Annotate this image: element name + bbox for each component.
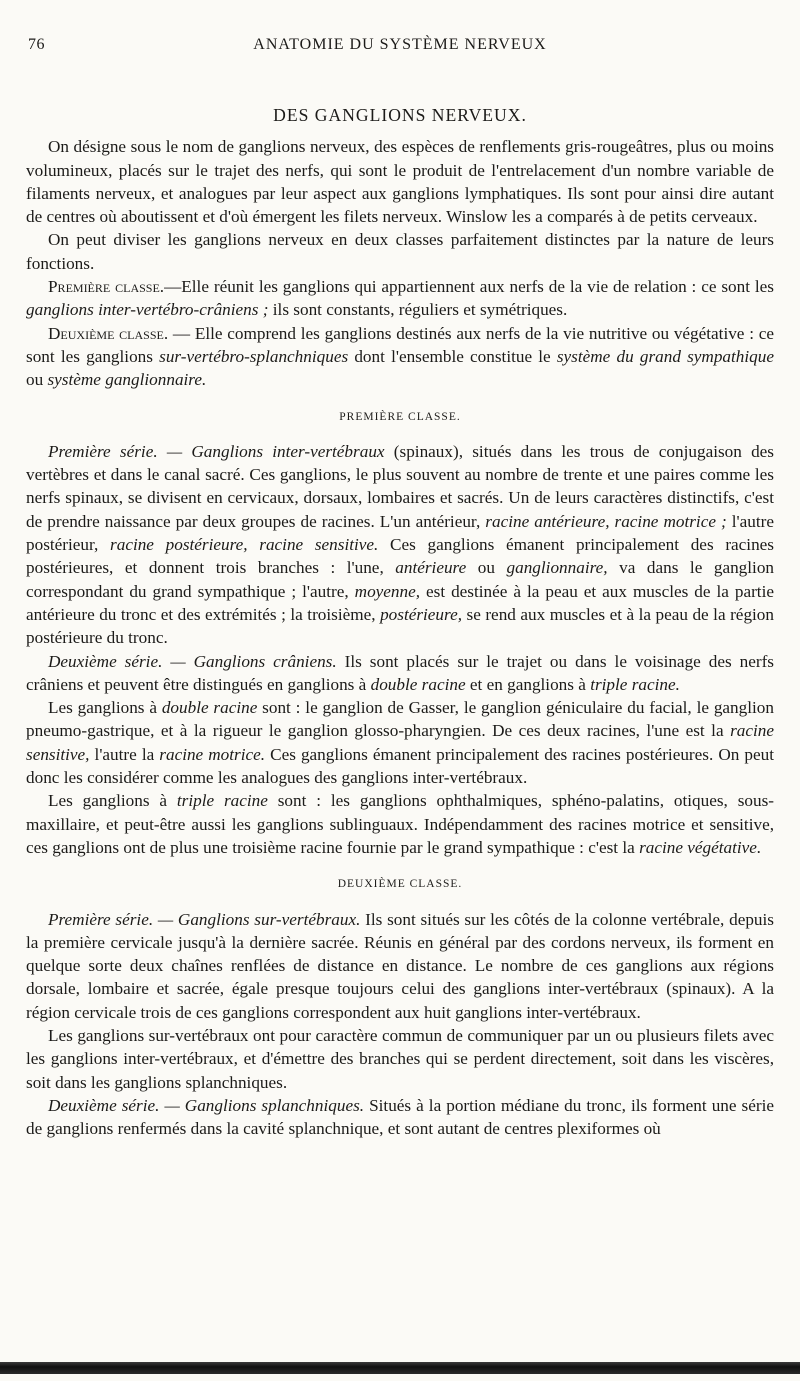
intro-paragraph-2: On peut diviser les ganglions nerveux en deux classes parfaitement distinctes par la nature de leurs fonctions. bbox=[26, 230, 774, 273]
page-body bbox=[26, 104, 774, 1140]
intro-paragraph-1: On désigne sous le nom de ganglions nerveux, des espèces de renflements gris-rougeâtres, plus ou moins volumineux, placés sur le trajet des nerfs, qui sont le produit de l'entrelacement d'un nombre variable de filaments nerveux, et analogues par leur aspect aux ganglions lymphatiques. Ils sont pour ainsi dire autant de centres où aboutissent et d'où émergent les filets nerveux. Winslow les a comparés à de petits cerveaux. bbox=[26, 137, 774, 227]
sur-vertebral-paragraph: Les ganglions sur-vertébraux ont pour caractère commun de communiquer par un ou plusieurs filets avec les ganglions inter-vertébraux, et d'émettre des branches qui se perdent directement, soit dans les viscères, soit dans les ganglions splanchniques. bbox=[26, 1025, 774, 1092]
first-class-definition: Première classe.—Elle réunit les ganglions qui appartiennent aux nerfs de la vie de relation : ce sont les ganglions inter-vertébro-crâniens ; ils sont constants, réguliers et symétriques. bbox=[26, 277, 775, 320]
second-class-heading: DEUXIÈME CLASSE. bbox=[337, 878, 463, 891]
running-head bbox=[26, 36, 774, 58]
second-class-series-1: Première série. — Ganglions sur-vertébraux. Ils sont situés sur les côtés de la colonne vertébrale, depuis la première cervicale jusqu'à la dernière sacrée. Réunis en général par des cordons nerveux, ils forment en quelque sorte deux chaînes renflées de distance en distance. Le nombre de ces ganglions aux régions dorsale, lombaire et sacrée, égale presque toujours celui des ganglions inter-vertébraux (spinaux). A la région cervicale trois de ces ganglions correspondent aux huit ganglions inter-vertébraux. bbox=[26, 909, 774, 1022]
first-class-series-1: Première série. — Ganglions inter-vertébraux (spinaux), situés dans les trous de conjugaison des vertèbres et dans le canal sacré. Ces ganglions, le plus souvent au nombre de trente et une paires comme les nerfs spinaux, se divisent en cervicaux, dorsaux, lombaires et sacrés. Un de leurs caractères distinctifs, c'est de prendre naissance par deux groupes de racines. L'un antérieur, racine antérieure, racine motrice ; l'autre postérieur, racine postérieure, racine sensitive. Ces ganglions émanent principalement des racines postérieures, et donnent trois branches : l'une, antérieure ou ganglionnaire, va dans le ganglion correspondant du grand sympathique ; l'autre, moyenne, est destinée à la peau et aux muscles de la partie antérieure du tronc et des extrémités ; la troisième, postérieure, se rend aux muscles et à la peau de la région postérieure du tronc. bbox=[26, 441, 775, 648]
triple-root-paragraph: Les ganglions à triple racine sont : les ganglions ophthalmiques, sphéno-palatins, otiques, sous-maxillaire, et peut-être aussi les ganglions sublinguaux. Indépendamment des racines motrice et sensitive, ces ganglions ont de plus une troisième racine fournie par le grand sympathique : c'est la racine végétative. bbox=[26, 791, 774, 857]
first-class-label: Première classe. bbox=[48, 277, 165, 297]
first-class-heading: PREMIÈRE CLASSE. bbox=[339, 410, 461, 423]
section-title: DES GANGLIONS NERVEUX. bbox=[273, 105, 527, 125]
page-number: 76 bbox=[28, 36, 45, 53]
running-title: ANATOMIE DU SYSTÈME NERVEUX bbox=[253, 36, 547, 53]
scan-edge-band bbox=[0, 1362, 800, 1374]
second-class-label: Deuxième classe. bbox=[48, 323, 169, 343]
double-root-paragraph: Les ganglions à double racine sont : le ganglion de Gasser, le ganglion géniculaire du facial, le ganglion pneumo-gastrique, et à la rigueur le ganglion glosso-pharyngien. De ces deux racines, l'une est la racine sensitive, l'autre la racine motrice. Ces ganglions émanent principalement des racines postérieures. On peut donc les considérer comme les analogues des ganglions inter-vertébraux. bbox=[26, 698, 774, 788]
first-class-series-2: Deuxième série. — Ganglions crâniens. Ils sont placés sur le trajet ou dans le voisinage des nerfs crâniens et peuvent être distingués en ganglions à double racine et en ganglions à triple racine. bbox=[26, 651, 774, 694]
second-class-definition: Deuxième classe. — Elle comprend les ganglions destinés aux nerfs de la vie nutritive ou végétative : ce sont les ganglions sur-vertébro-splanchniques dont l'ensemble constitue le système du grand sympathique ou système ganglionnaire. bbox=[26, 323, 774, 390]
second-class-series-2: Deuxième série. — Ganglions splanchniques. Situés à la portion médiane du tronc, ils forment une série de ganglions renfermés dans la cavité splanchnique, et sont autant de centres plexiformes où bbox=[26, 1095, 774, 1139]
